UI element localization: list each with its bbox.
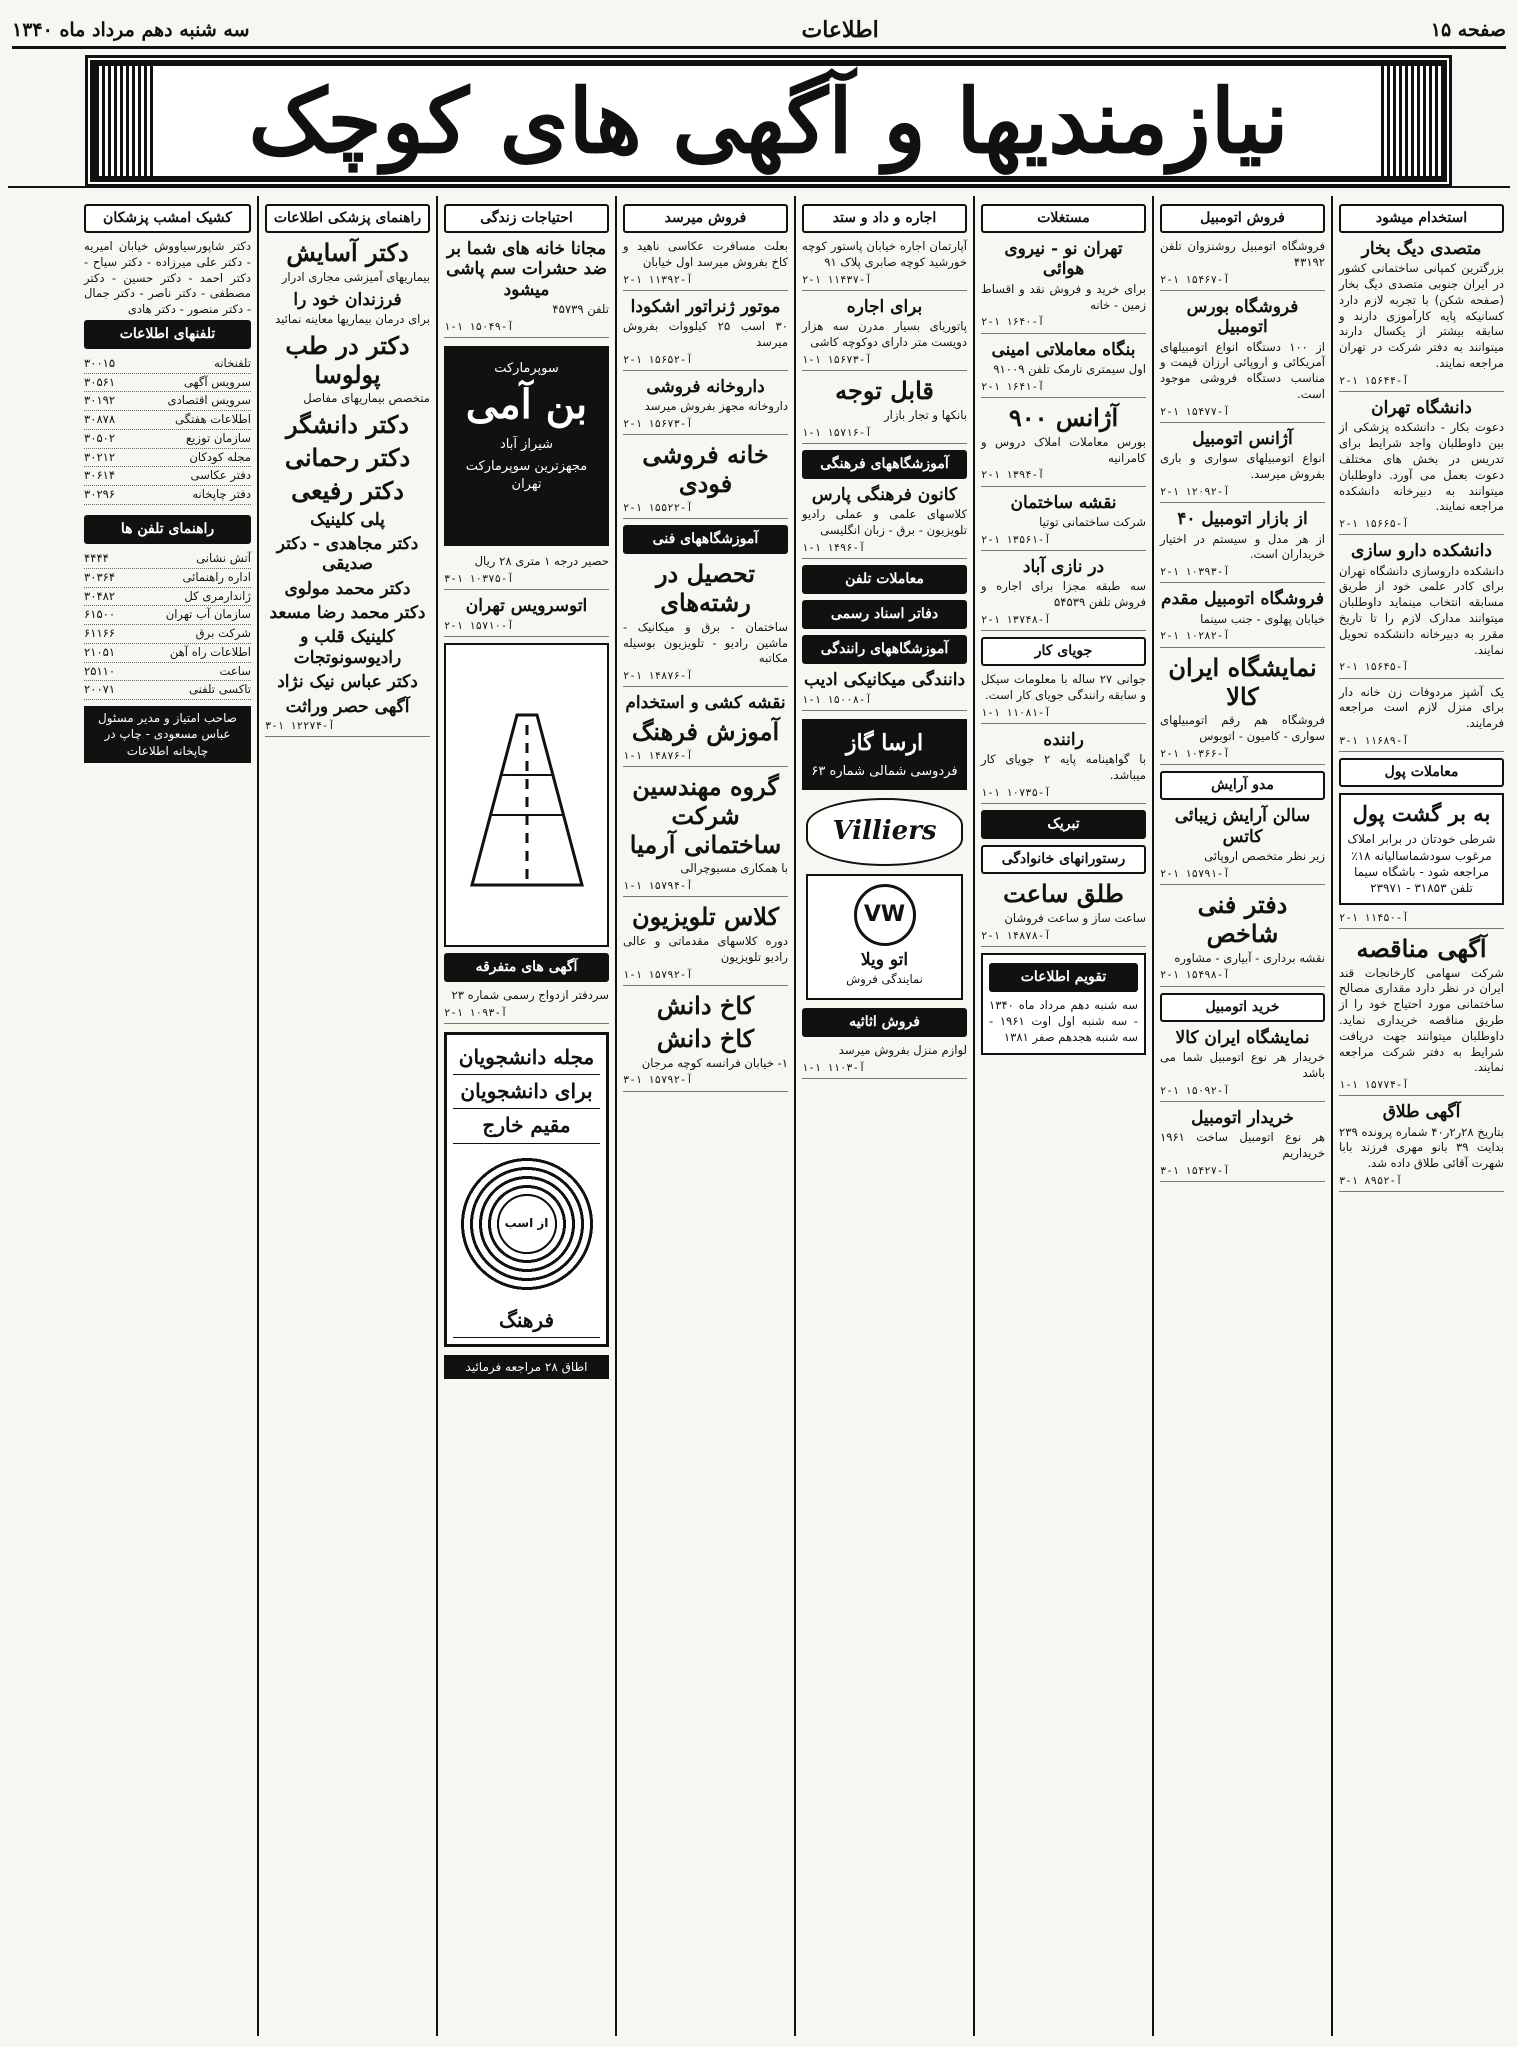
ad-code: ۱-۱ آ-۱۱۰۸۱ [981,706,1146,724]
column-rental [794,196,973,2036]
page-number: صفحه ۱۵ [1430,19,1506,41]
ad-title: موتور ژنراتور اشکودا [630,296,781,317]
ad-item [1339,1102,1504,1192]
ad-item [802,377,967,444]
ad-body: ۳۰ اسب ۲۵ کیلووات بفروش میرسد [623,319,788,349]
ad-item [1160,654,1325,765]
road-illustration [444,643,609,947]
ad-body: متخصص بیماریهای مفاصل [303,391,430,406]
ad-body: سه طبقه مجزا برای اجاره و فروش تلفن ۵۴۵۳۹ [981,579,1146,610]
promo-line: برای دانشجویان [453,1075,600,1109]
ad-item [265,697,430,738]
column-car-sales [1152,196,1331,2036]
section-head-phone-guide: راهنمای تلفن ها [84,515,251,544]
ad-title: کلاس تلویزیون [631,902,780,932]
ad-title: مجانا خانه های شما بر ضد حشرات سم پاشی میشود [446,239,607,300]
ad-item [1160,891,1325,987]
student-magazine-ad [444,1032,609,1347]
list-item: دفتر چاپخانه ۳۰۲۹۶ [84,486,251,505]
section-head-job-seekers: جویای کار [981,637,1146,666]
ad-item [1160,806,1325,885]
newspaper-name: اطلاعات [801,17,879,43]
ad-body: شرکت ساختمانی توتیا [1039,515,1146,530]
ad-item [623,560,788,687]
ad-item [981,493,1146,551]
section-head-restaurants: رستورانهای خانوادگی [981,845,1146,874]
ad-title: در نازی آباد [1022,557,1105,578]
list-item: دفتر عکاسی ۳۰۶۱۴ [84,467,251,486]
publisher-footer: صاحب امتیاز و مدیر مسئول عباس مسعودی - چاپ در چاپخانه اطلاعات [84,706,251,763]
ad-title: دکتر محمد مولوی [284,578,411,599]
ad-body: داروخانه مجهز بفروش میرسد [644,399,788,414]
ad-body: با گواهینامه پایه ۲ جویای کار میباشد. [981,752,1146,783]
ad-code: ۲-۱ آ-۱۱۳۹۲ [623,273,788,291]
ad-code: ۲-۱ آ-۱۰۳۹۳ [1160,565,1325,583]
ad-title: آژانس اتومبیل [1192,428,1293,449]
ad-title: فروشگاه اتومبیل مقدم [1161,589,1324,610]
column-employment [1331,196,1510,2036]
ad-body: دکتر شاپورسیاووش خیابان امیریه - دکتر علی میرزاده - دکتر سیاح - دکتر احمد - دکتر حسین - دکتر مصطفی - دکتر ناصر - دکتر جمال - دکتر منصور - دکتر هادی [84,239,251,317]
ad-item [444,596,609,637]
ad-title: آگهی مناقصه [1356,933,1487,963]
box-sub: شرطی خودتان در برابر املاک مرغوب سودشماسالیانه ۱۸٪ مراجعه شود - باشگاه سیما تلفن ۳۱۸۵۳ - ۲۳۹۷۱ [1347,832,1496,896]
promo-line: مجهزترین سوپرمارکت تهران [465,458,588,492]
ad-title: دانندگی میکانیکی ادیب [803,670,966,691]
promo-line: مجله دانشجویان [453,1041,600,1075]
ad-code: ۱-۱ آ-۱۰۷۳۵ [981,786,1146,804]
ad-item [802,239,967,291]
ad-title: دانشکده دارو سازی [1351,541,1492,562]
ad-body: بورس معاملات املاک دروس و کامرانیه [981,434,1146,465]
section-head-life-needs: احتیاجات زندگی [444,204,609,233]
ad-title: گروه مهندسین شرکت ساختمانی آرمیا [629,771,782,859]
ad-item [981,404,1146,487]
ad-code: ۳-۱ آ-۱۵۷۹۲ [623,1073,788,1091]
box-title: ارسا گاز [845,729,924,756]
ad-item [981,672,1146,724]
ad-body: بیماریهای آمیزشی مجاری ادرار [281,269,430,284]
ad-code: ۲-۱ آ-۱۰۳۶۶ [1160,747,1325,765]
ad-code: ۲-۱ آ-۱۴۸۷۸ [981,929,1146,947]
ad-body: برای خرید و فروش نقد و اقساط زمین - خانه [981,281,1146,312]
ad-code: ۱-۱ آ-۱۵۷۱۶ [802,426,967,444]
ad-body: لوازم منزل بفروش میرسد [838,1042,967,1057]
ad-title: دکتر مجاهدی - دکتر صدیقی [276,533,419,575]
ad-title: متصدی دیگ بخار [1361,239,1482,260]
ad-code: ۱-۱ آ-۱۵۰۴۹ [444,320,609,338]
ad-item [623,1025,788,1092]
ad-title: پلی کلینیک [310,509,385,530]
section-head-doctors-on-call: کشیک امشب پزشکان [84,204,251,233]
ad-body: با همکاری مسیوچرالی [680,861,788,876]
ad-item [1339,541,1504,678]
target-circle-icon [457,1154,597,1294]
ad-title: آگهی حصر وراثت [285,696,410,717]
ad-title: کاخ دانش [656,1023,755,1053]
ad-item [444,239,609,338]
ad-item [1160,589,1325,647]
ad-code: ۱-۱ آ-۱۵۶۷۳ [802,353,967,371]
ad-item [1339,685,1504,753]
ad-title: راننده [1043,730,1084,751]
ad-body: ۱- خیابان فرانسه کوچه مرجان [641,1055,788,1070]
phone-list [84,355,251,505]
ad-code: ۲-۱ آ-۱۵۷۱۰ [444,619,609,637]
ad-code: ۲-۱ آ-۱۰۲۸۲ [1160,629,1325,647]
ad-title: دکتر عباس نیک نژاد [277,672,418,693]
ad-code: ۱-۱ آ-۱۴۹۶ [802,541,967,559]
ad-code: ۱-۱ آ-۱۱۰۳ [802,1061,967,1079]
ad-code: ۲-۱ آ-۱۵۵۲۲ [623,501,788,519]
section-head-info-phones: تلفنهای اطلاعات [84,320,251,349]
calendar-box [981,953,1146,1055]
ad-item [1160,509,1325,583]
ad-code: ۳-۱ آ-۱۲۲۷۴ [265,719,430,737]
section-head-congrats: تبریک [981,810,1146,839]
ad-code: ۲-۱ آ-۱۶۴۰ [981,315,1146,333]
vw-logo-icon: VW [854,884,916,946]
ad-item [265,290,430,328]
ad-body: بانکها و تجار بازار [884,407,967,422]
ad-body: اول سیمتری نارمک تلفن ۹۱۰۰۹ [993,362,1146,376]
ad-body: پاتوریای بسیار مدرن سه هزار دویست متر دارای دوکوچه کاشی [802,319,967,349]
ad-body: کلاسهای علمی و عملی رادیو تلویزیون - برق - زبان انگلیسی [802,507,967,538]
ad-item [981,239,1146,334]
ad-item [444,988,609,1024]
ad-body: ساعت ساز و ساعت فروشان [1004,911,1146,926]
ad-code: ۱-۱ آ-۱۵۷۹۲ [623,968,788,986]
ad-body: نمایندگی فروش [846,972,923,987]
ad-body: یک آشپز مردوفات زن خانه دار برای منزل لازم است مراجعه فرمایند. [1339,684,1504,731]
ad-title: دفتر فنی شاخص [1197,889,1288,948]
ad-body: تلفن ۴۵۷۳۹ [552,302,609,317]
classifieds-banner [90,60,1447,182]
ad-item [1160,429,1325,503]
ad-title: خریدار اتومبیل [1191,1107,1294,1128]
ad-item [981,557,1146,631]
ad-title: برای اجاره [846,296,923,317]
supermarket-box [444,346,609,546]
ad-code: ۲-۱ آ-۱۶۴۱ [981,380,1146,398]
list-item: سرویس آگهی ۳۰۵۶۱ [84,374,251,393]
section-head-money: معاملات پول [1339,758,1504,787]
section-head-technical: آموزشگاههای فنی [623,525,788,554]
ad-item [802,485,967,559]
ad-code: ۲-۱ آ-۱۴۸۷۶ [623,669,788,687]
ad-code: ۳-۱ آ-۱۰۳۷۵ [444,572,609,590]
ad-code: ۳-۱ آ-۸۹۵۲ [1339,1174,1504,1192]
section-head-car-buy: خرید اتومبیل [1160,993,1325,1022]
list-item: آتش نشانی ۴۴۴۴ [84,550,251,569]
column-clinics [78,196,257,2036]
ad-body: بزرگترین کمپانی ساختمانی کشور در ایران جنوبی متصدی دیگ بخار (صفحه شکن) با تجربه لازم دارد کسانیکه پایه کارآموزی دارند و سابقه بیشتر از یکسال دارند میتوانند به دفتر شرکت در تهران مراجعه نمایند. [1339,261,1504,371]
section-head-phone-deals: معاملات تلفن [802,565,967,594]
ad-code: ۲-۱ آ-۱۳۹۴ [981,468,1146,486]
ad-item [623,441,788,519]
ad-title: فرزندان خود را [293,289,402,310]
ad-body: از ۱۰۰ دستگاه انواع اتومبیلهای آمریکائی و اروپائی ارزان قیمت و مناسب دستگاه فروشی موجود است. [1160,339,1325,401]
ad-body: خریدار هر نوع اتومبیل شما می باشد [1160,1050,1325,1080]
ad-item [1160,297,1325,423]
ad-title: نمایشگاه ایران کالا [1175,1027,1310,1048]
road-illustration-icon [452,695,602,895]
banner-title: نیازمندیها و آگهی های کوچک [248,69,1289,173]
ad-code: ۲-۱ آ-۱۵۰۹۲ [1160,1084,1325,1102]
ad-item [981,340,1146,398]
ad-title: اتو ویلا [860,949,909,970]
ad-title: کانون فرهنگی پارس [811,484,958,505]
ad-title: نقشه کشی و استخدام [625,693,786,714]
ad-title: نمایشگاه ایران کالا [1168,652,1317,711]
box-sub: فردوسی شمالی شماره ۶۳ [811,763,958,779]
ad-code: ۲-۱ آ-۱۵۶۴۴ [1339,374,1504,392]
ad-code: ۱-۱ آ-۱۵۷۷۴ [1339,1078,1504,1096]
ad-body: حصیر درجه ۱ متری ۲۸ ریال [474,554,609,569]
ad-item [1339,935,1504,1096]
ad-code: ۳-۱ آ-۱۵۴۲۷ [1160,1164,1325,1182]
money-return-box [1339,793,1504,905]
ad-body: شرکت سهامی کارخانجات قند ایران در نظر دارد مقداری مصالح ساختمانی مورد احتیاج خود را از طریق مناقصه خریداری نماید. داوطلبان میتوانند جهت دریافت شرایط به دفتر شرکت مراجعه نمایند. [1339,965,1504,1075]
list-item: سازمان توزیع ۳۰۵۰۲ [84,430,251,449]
divider [8,186,1510,188]
list-item: تلفنخانه ۳۰۰۱۵ [84,355,251,374]
ad-title: دکتر محمد رضا مسعد [269,603,426,624]
ad-code: ۲-۱ آ-۱۲۰۹۲ [1160,485,1325,503]
ad-title: دکتر دانشگر [286,410,409,440]
ad-item [1160,1108,1325,1182]
ad-body: هر نوع اتومبیل ساخت ۱۹۶۱ خریداریم [1160,1130,1325,1160]
promo-line: مقیم خارج [453,1109,600,1143]
ad-code: ۲-۱ آ-۱۵۶۶۵ [1339,517,1504,535]
ad-body: بعلت مسافرت عکاسی ناهید و کاخ بفروش میرسد اول خیابان [623,239,788,269]
masthead [12,14,1506,49]
list-item: سرویس اقتصادی ۳۰۱۹۲ [84,392,251,411]
list-item: اداره راهنمائی ۳۰۳۶۴ [84,569,251,588]
ad-code: ۲-۱ آ-۱۰۹۳ [444,1006,609,1024]
villiers-logo: Villiers [806,798,963,865]
ad-title: نقشه ساختمان [1010,492,1117,513]
ad-title: کاخ دانش [656,990,755,1020]
ad-code: ۲-۱ آ-۱۵۴۹۸ [1160,968,1325,986]
ad-code: ۲-۱ آ-۱۵۶۷۳ [623,417,788,435]
section-head-driving: آموزشگاههای رانندگی [802,635,967,664]
box-title: به بر گشت پول [1352,801,1491,827]
ad-body: آپارتمان اجاره خیابان پاستور کوچه خورشید کوچه صابری پلاک ۹۱ [802,239,967,269]
ad-code: ۲-۱ آ-۱۱۴۵۰ [1339,911,1504,929]
ad-code: ۲-۱ آ-۱۳۵۶۱ [981,533,1146,551]
promo-footer: اطاق ۲۸ مراجعه فرمائید [444,1355,609,1379]
ad-code: ۱-۱ آ-۱۵۷۹۴ [623,879,788,897]
section-head-notary: دفاتر اسناد رسمی [802,600,967,629]
ad-code: ۲-۱ آ-۱۵۴۷۷ [1160,405,1325,423]
promo-inner: از اسب [497,1194,557,1254]
ad-item [623,297,788,371]
ad-body: فروشگاه هم رقم اتومبیلهای سواری - کامیون - اتوبوس [1160,713,1325,744]
ad-body: فروشگاه اتومبیل روشنزوان تلفن ۴۳۱۹۲ [1160,239,1325,269]
section-head-misc: آگهی های متفرقه [444,953,609,982]
ad-item [265,239,430,286]
columns-container [8,196,1510,2036]
ad-item [981,880,1146,947]
section-head-furniture: فروش اثاثیه [802,1008,967,1037]
ad-body: نقشه برداری - آبیاری - مشاوره [1174,950,1325,965]
ad-body: خیابان پهلوی - جنب سینما [1200,611,1325,626]
section-head-fashion: مدو آرایش [1160,771,1325,800]
list-item: اطلاعات راه آهن ۲۱۰۵۱ [84,644,251,663]
list-item: اطلاعات هفتگی ۳۰۸۷۸ [84,411,251,430]
ad-body: از هر مدل و سیستم در اختیار خریداران است. [1160,531,1325,562]
column-medical-guide [257,196,436,2036]
calendar-body: سه شنبه دهم مرداد ماه ۱۳۴۰ - سه شنبه اول اوت ۱۹۶۱ - سه شنبه هجدهم صفر ۱۳۸۱ [989,998,1138,1044]
ad-item [1160,1028,1325,1102]
ad-body: دوره کلاسهای مقدماتی و عالی رادیو تلویزیون [623,934,788,964]
section-head-cultural: آموزشگاههای فرهنگی [802,450,967,479]
ad-body: جوانی ۲۷ ساله با معلومات سیکل و سابقه رانندگی جویای کار است. [981,672,1147,703]
ad-title: آگهی طلاق [1382,1102,1461,1123]
ad-item [981,730,1146,804]
ad-code: ۲-۱ آ-۱۵۴۶۷ [1160,273,1325,291]
ad-title: آژانس ۹۰۰ [1008,403,1119,433]
ad-title: خانه فروشی فودی [642,440,769,499]
section-head-rental: اجاره و داد و ستد [802,204,967,233]
ad-code: ۲-۱ آ-۱۵۶۴۵ [1339,660,1504,678]
ad-code: ۱-۱ آ-۱۵۰۰۸ [802,693,967,711]
ad-title: تحصیل در رشته‌های [655,559,756,618]
ad-code: ۱-۱ آ-۱۴۸۷۶ [623,749,788,767]
column-for-sale [615,196,794,2036]
ad-title: قابل توجه [835,376,934,406]
promo-line: فرهنگ [453,1304,600,1338]
issue-date: سه شنبه دهم مرداد ماه ۱۳۴۰ [12,19,250,41]
ad-item [802,297,967,371]
ad-code: ۲-۱ آ-۱۳۷۴۸ [981,613,1146,631]
section-head-employment: استخدام میشود [1339,204,1504,233]
column-real-estate [973,196,1152,2036]
list-item: تاکسی تلفنی ۲۰۰۷۱ [84,681,251,700]
ad-body: برای درمان بیماریها معاینه نمائید [275,311,430,326]
section-head-real-estate: مستغلات [981,204,1146,233]
ad-code: ۲-۱ آ-۱۵۶۵۲ [623,353,788,371]
ad-item [1339,239,1504,392]
section-head-for-sale: فروش میرسد [623,204,788,233]
ad-body: ساختمان - برق و میکانیک - ماشین رادیو - تلویزیون بوسیله مکاتبه [623,619,788,666]
ad-title: آموزش فرهنگ [631,716,780,746]
ad-title: طلق ساعت [1003,879,1124,909]
ad-title: اتوسرویس تهران [465,596,588,617]
list-item: ساعت ۲۵۱۱۰ [84,663,251,682]
ad-item [1339,398,1504,535]
section-head-car-sales: فروش اتومبیل [1160,204,1325,233]
ad-code: ۳-۱ آ-۱۱۶۸۹ [1339,734,1504,752]
promo-line: شیراز آباد [500,437,553,453]
ad-title: سالن آرایش زیبائی کاتس [1174,806,1311,847]
list-item: سازمان آب تهران ۶۱۵۰۰ [84,606,251,625]
ad-item [265,332,430,407]
ad-title: دکتر رحمانی [284,442,411,472]
promo-line: سوپرمارکت [494,361,559,377]
ad-title: کلینیک قلب و رادیوسونوتجات [293,627,402,668]
ad-item [1160,239,1325,291]
ad-body: بتاریخ ۲۸ر۲ر۴۰ شماره پرونده ۲۳۹ بدایت ۳۹ بانو مهری فرزند بابا شهرت آقائی طلاق داده شد. [1339,1124,1504,1171]
list-item: شرکت برق ۶۱۱۶۶ [84,625,251,644]
ad-code: ۲-۱ آ-۱۱۴۳۷ [802,273,967,291]
ad-body: دعوت بکار - دانشکده پزشکی از بین داوطلبان واجد شرایط برای تدریس در بخش های مختلف دعوت بعمل می آورد. داوطلبان میتوانند به دبیرخانه دانشکده مراجعه نمایند. [1339,420,1504,514]
vw-ad-box [806,874,963,1000]
list-item: مجله کودکان ۳۰۲۱۲ [84,449,251,468]
ad-body: انواع اتومبیلهای سواری و باری بفروش میرسد. [1160,451,1325,482]
ad-title: تهران نو - نیروی هوائی [1004,239,1123,280]
ad-item [623,773,788,897]
ad-title: فروشگاه بورس اتومبیل [1186,296,1299,338]
ad-body: زیر نظر متخصص اروپائی [1204,848,1325,863]
ad-item [623,377,788,435]
phone-list [84,550,251,700]
ad-code: ۲-۱ آ-۱۵۷۹۱ [1160,867,1325,885]
column-life-needs [436,196,615,2036]
ad-title: دانشگاه تهران [1371,398,1472,419]
ad-body: دانشکده داروسازی دانشگاه تهران برای کادر علمی خود از طریق مسابقه انتخاب مینماید داوطلبان میتوانند مدارک لازم را تا تاریخ مقرر به دبیرخانه دانشکده تحویل نمایند. [1339,563,1504,657]
ad-title: دکتر آسایش [286,238,409,268]
promo-line: بن آمی [465,380,588,428]
ad-item [623,903,788,986]
section-head-medical: راهنمای پزشکی اطلاعات [265,204,430,233]
ad-title: از بازار اتومبیل ۴۰ [1177,509,1308,530]
ad-item [623,239,788,291]
arsa-gas-box [802,719,967,791]
ad-item [444,554,609,590]
ad-item [802,670,967,711]
ad-title: دکتر در طب پولوسا [285,330,410,389]
ad-title: بنگاه معاملاتی امینی [991,339,1136,360]
ad-title: دکتر رفیعی [291,475,404,505]
calendar-title: تقویم اطلاعات [989,963,1138,992]
ad-title: داروخانه فروشی [646,377,765,398]
ad-body: سردفتر ازدواج رسمی شماره ۲۳ [451,987,609,1002]
list-item: ژاندارمری کل ۳۰۴۸۲ [84,588,251,607]
